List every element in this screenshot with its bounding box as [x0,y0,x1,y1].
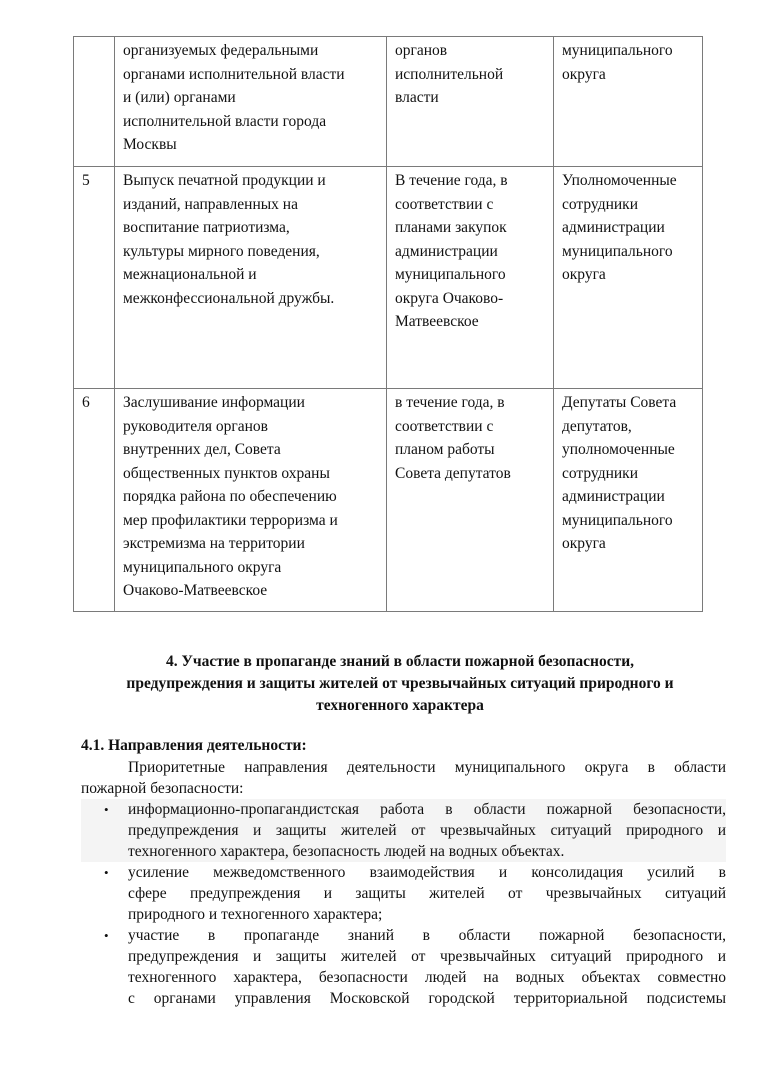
list-item-line: участие в пропаганде знаний в области пожарной безопасности, [128,927,726,944]
paragraph-line: Приоритетные направления деятельности муниципального округа в области [128,759,726,776]
cell-line: планами закупок [395,219,507,236]
cell-line: муниципального округа [123,558,282,576]
cell-line: органов [395,42,448,59]
term-cell [387,389,554,612]
bullet-icon: • [104,928,109,943]
cell-line: муниципального [562,242,673,260]
heading-line: предупреждения и защиты жителей от чрезвычайных ситуаций природного и [126,675,674,692]
list-item-line: сфере предупреждения и защиты жителей от чрезвычайных ситуаций [128,885,726,902]
row-number-cell: 6 [74,389,115,612]
cell-line: округа [562,65,606,83]
cell-line: общественных пунктов охраны [123,464,330,482]
responsible-cell [554,167,703,389]
cell-line: исполнительной власти города [123,112,327,130]
activity-cell [115,167,387,389]
subsection-heading: 4.1. Направления деятельности: [81,737,307,754]
activity-plan-table [73,36,703,612]
row-number-cell: 5 [74,167,115,389]
cell-line: в течение года, в [395,394,505,411]
list-item-line: техногенного характера, безопасности людей на водных объектах совместно [128,969,726,986]
term-cell [387,37,554,167]
cell-line: организуемых федеральными [123,42,319,59]
list-item-line: предупреждения и защиты жителей от чрезвычайных ситуаций природного и [128,822,726,839]
cell-line: администрации [562,219,665,236]
table-row [74,167,703,389]
cell-line: соответствии с [395,195,494,213]
cell-line: изданий, направленных на [123,195,298,213]
cell-line: депутатов, [562,417,632,435]
cell-line: Депутаты Совета [562,394,677,411]
activity-cell [115,389,387,612]
list-item-line: техногенного характера, безопасность людей на водных объектах. [128,843,565,860]
cell-line: Выпуск печатной продукции и [123,172,326,189]
responsible-cell [554,37,703,167]
bullet-icon: • [104,865,109,880]
cell-line: руководителя органов [123,417,268,435]
cell-line: муниципального [395,266,506,283]
cell-line: Матвеевское [395,313,479,330]
list-item-line: усиление межведомственного взаимодействия и консолидация усилий в [128,864,726,881]
list-item [81,799,726,862]
cell-line: Очаково-Матвеевское [123,582,268,599]
list-item-line: с органами управления Московской городской территориальной подсистемы [128,990,726,1007]
cell-line: Уполномоченные [562,172,677,189]
cell-line: планом работы [395,441,495,458]
cell-line: внутренних дел, Совета [123,441,281,458]
cell-line: администрации [395,242,498,260]
heading-line: техногенного характера [316,697,484,714]
cell-line: Москвы [123,136,177,153]
directions-list [81,799,726,1009]
intro-paragraph [81,757,726,799]
list-item-line: природного и техногенного характера; [128,906,383,923]
cell-line: округа Очаково- [395,289,504,307]
cell-line: исполнительной [395,65,504,83]
cell-line: округа [562,266,606,283]
cell-line: культуры мирного поведения, [123,242,320,260]
cell-line: и (или) органами [123,89,236,106]
cell-line: В течение года, в [395,172,508,189]
list-item [81,862,726,925]
cell-line: соответствии с [395,417,494,435]
table-row [74,37,703,167]
list-item [81,925,726,1009]
cell-line: воспитание патриотизма, [123,219,290,236]
cell-line: сотрудники [562,464,639,482]
bullet-icon: • [104,802,109,817]
table-row [74,389,703,612]
cell-line: Заслушивание информации [123,394,305,411]
cell-line: межконфессиональной дружбы. [123,289,335,307]
row-number-cell [74,37,115,167]
activity-cell [115,37,387,167]
list-item-line: информационно-пропагандистская работа в области пожарной безопасности, [128,801,726,818]
cell-line: сотрудники [562,195,639,213]
cell-line: округа [562,535,606,552]
paragraph-line: пожарной безопасности: [81,780,244,797]
cell-line: Совета депутатов [395,464,511,482]
cell-line: муниципального [562,511,673,529]
section-heading [70,651,730,717]
list-item-line: предупреждения и защиты жителей от чрезвычайных ситуаций природного и [128,948,726,965]
heading-line: 4. Участие в пропаганде знаний в области пожарной безопасности, [165,653,634,670]
responsible-cell [554,389,703,612]
cell-line: уполномоченные [562,441,675,458]
cell-line: органами исполнительной власти [123,65,345,83]
cell-line: порядка района по обеспечению [123,488,337,505]
cell-line: экстремизма на территории [123,535,305,552]
term-cell [387,167,554,389]
cell-line: муниципального [562,42,673,59]
cell-line: администрации [562,488,665,505]
cell-line: власти [395,89,439,106]
cell-line: межнациональной и [123,266,257,283]
cell-line: мер профилактики терроризма и [123,511,338,529]
